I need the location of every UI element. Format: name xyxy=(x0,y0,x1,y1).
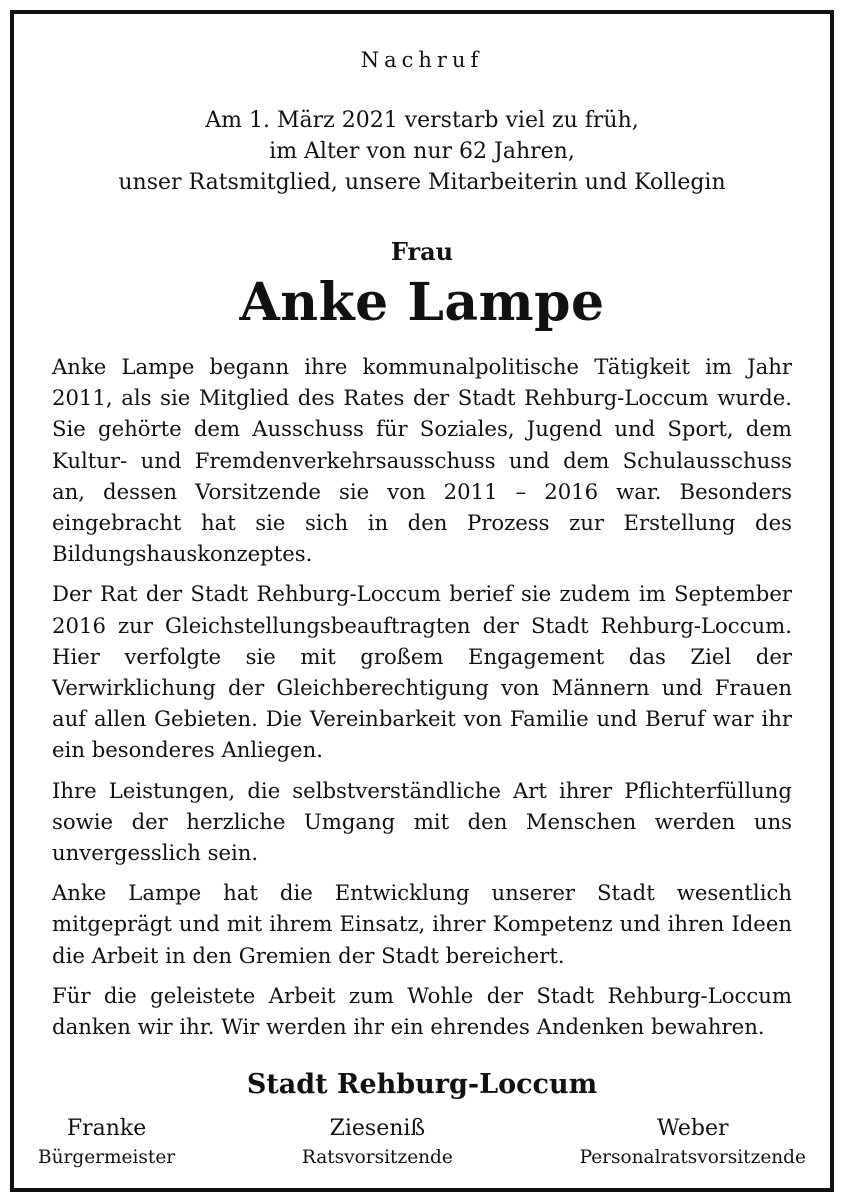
obituary-body xyxy=(52,351,792,1051)
intro-line: Am 1. März 2021 verstarb viel zu früh, xyxy=(205,108,639,133)
body-paragraph: Ihre Leistungen, die selbstverständliche Art ihrer Pflichterfüllung sowie der herzliche Umgang mit den Menschen werden uns unvergesslich sein. xyxy=(52,777,792,866)
signer xyxy=(580,1114,806,1172)
obituary-frame xyxy=(10,10,834,1192)
deceased-name: Anke Lampe xyxy=(239,272,605,333)
signer-name: Franke xyxy=(66,1116,147,1141)
signer-name: Weber xyxy=(657,1116,729,1141)
signers-row xyxy=(38,1114,806,1172)
signer-name: Ziesenіß xyxy=(329,1116,426,1141)
notice-heading: Nachruf xyxy=(360,48,484,72)
body-paragraph: Anke Lampe hat die Entwicklung unserer Stadt wesentlich mitgeprägt und mit ihrem Einsatz, ihrer Kompetenz und ihren Ideen die Arbeit in den Gremien der Stadt bereichert. xyxy=(52,880,792,968)
intro-line: im Alter von nur 62 Jahren, xyxy=(269,139,575,164)
intro-line: unser Ratsmitglied, unsere Mitarbeiterin und Kollegin xyxy=(118,170,726,195)
signer-role: Bürgermeister xyxy=(38,1147,176,1168)
signer xyxy=(302,1114,453,1172)
body-paragraph: Der Rat der Stadt Rehburg-Loccum berief sie zudem im September 2016 zur Gleichstellungsbeauftragten der Stadt Rehburg-Loccum. Hier verfolgte sie mit großem Engagement das Ziel der Verwirklichung der Gleichberechtigung von Männern und Frauen auf allen Gebieten. Die Vereinbarkeit von Familie und Beruf war ihr ein besonderes Anliegen. xyxy=(52,581,792,763)
organization-name: Stadt Rehburg-Loccum xyxy=(246,1069,598,1100)
body-paragraph: Für die geleistete Arbeit zum Wohle der Stadt Rehburg-Loccum danken wir ihr. Wir werden ihr ein ehrendes Andenken bewahren. xyxy=(52,982,792,1040)
signer xyxy=(38,1114,175,1172)
signer-role: Ratsvorsitzende xyxy=(301,1147,453,1168)
obituary-content xyxy=(38,14,806,1188)
salutation: Frau xyxy=(390,237,454,266)
body-paragraph: Anke Lampe begann ihre kommunalpolitische Tätigkeit im Jahr 2011, als sie Mitglied des Rates der Stadt Rehburg-Loccum wurde. Sie gehörte dem Ausschuss für Soziales, Jugend und Sport, dem Kultur- und Fremdenverkehrsausschuss und dem Schulausschuss an, dessen Vorsitzende sie von 2011 – 2016 war. Besonders eingebracht hat sie sich in den Prozess zur Erstellung des Bildungshauskonzeptes. xyxy=(52,354,792,567)
intro-block xyxy=(52,105,792,198)
signer-role: Personalratsvorsitzende xyxy=(579,1147,806,1168)
